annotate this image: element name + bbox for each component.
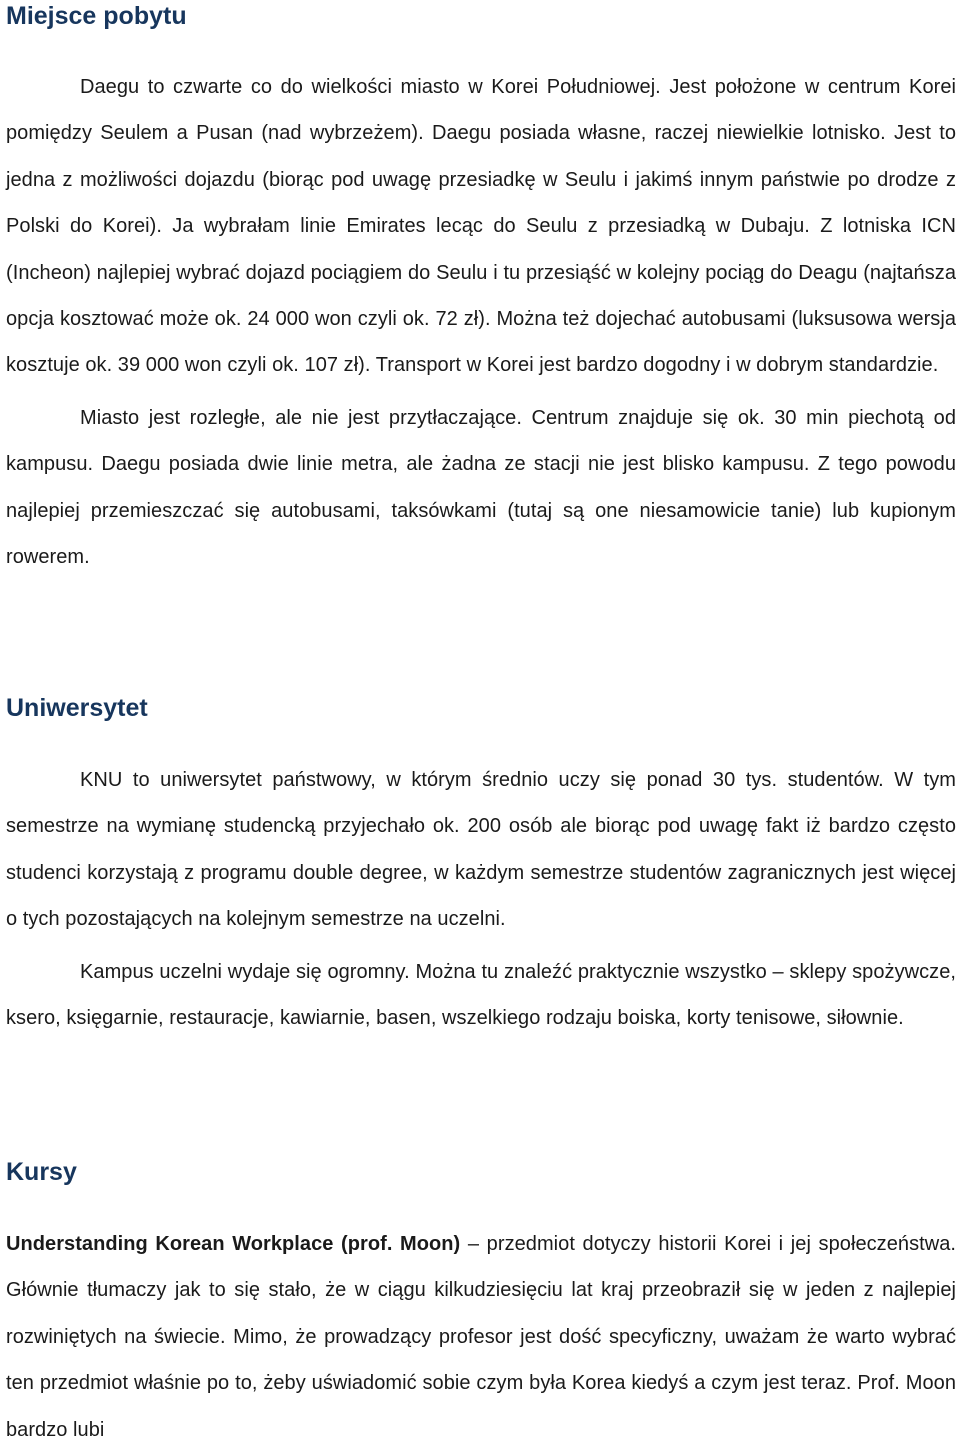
- paragraph-uniwersytet-2: Kampus uczelni wydaje się ogromny. Można tu znaleźć praktycznie wszystko – sklepy spożywcze, ksero, księgarnie, restauracje, kawiarnie, basen, wszelkiego rodzaju boiska, korty tenisowe, siłownie.: [6, 960, 956, 1030]
- paragraph-miejsce-2: Miasto jest rozległe, ale nie jest przytłaczające. Centrum znajduje się ok. 30 min piechotą od kampusu. Daegu posiada dwie linie metra, ale żadna ze stacji nie jest blisko kampusu. Z tego powodu najlepiej przemieszczać się autobusami, taksówkami (tutaj są one niesamowicie tanie) lub kupionym rowerem.: [6, 406, 956, 569]
- section-kursy: [6, 1221, 956, 1453]
- heading-kursy: Kursy: [6, 1158, 77, 1186]
- section-miejsce-pobytu: [6, 64, 956, 580]
- course-title: Understanding Korean Workplace (prof. Moon): [6, 1233, 461, 1255]
- paragraph-miejsce-1: Daegu to czwarte co do wielkości miasto w Korei Południowej. Jest położone w centrum Korei pomiędzy Seulem a Pusan (nad wybrzeżem). Daegu posiada własne, raczej niewielkie lotnisko. Jest to jedna z możliwości dojazdu (biorąc pod uwagę przesiadkę w Seulu i jakimś innym państwie po drodze z Polski do Korei). Ja wybrałam linie Emirates lecąc do Seulu z przesiadką w Dubaju. Z lotniska ICN (Incheon) najlepiej wybrać dojazd pociągiem do Seulu i tu przesiąść w kolejny pociąg do Deagu (najtańsza opcja kosztować może ok. 24 000 won czyli ok. 72 zł). Można też dojechać autobusami (luksusowa wersja kosztuje ok. 39 000 won czyli ok. 107 zł). Transport w Korei jest bardzo dogodny i w dobrym standardzie.: [6, 76, 956, 377]
- paragraph-uniwersytet-1: KNU to uniwersytet państwowy, w którym średnio uczy się ponad 30 tys. studentów. W tym semestrze na wymianę studencką przyjechało ok. 200 osób ale biorąc pod uwagę fakt iż bardzo często studenci korzystają z programu double degree, w każdym semestrze studentów zagranicznych jest więcej o tych pozostających na kolejnym semestrze na uczelni.: [6, 769, 956, 931]
- heading-miejsce-pobytu: Miejsce pobytu: [6, 2, 187, 30]
- paragraph-course-1: [6, 1221, 956, 1453]
- course-description: – przedmiot dotyczy historii Korei i jej społeczeństwa. Głównie tłumaczy jak to się stało, że w ciągu kilkudziesięciu lat kraj przeobraził się w jeden z najlepiej rozwiniętych na świecie. Mimo, że prowadzący profesor jest dość specyficzny, uważam że warto wybrać ten przedmiot właśnie po to, żeby uświadomić sobie czym była Korea kiedyś a czym jest teraz. Prof. Moon bardzo lubi: [6, 1233, 956, 1441]
- section-uniwersytet: [6, 757, 956, 1041]
- heading-uniwersytet: Uniwersytet: [6, 694, 148, 722]
